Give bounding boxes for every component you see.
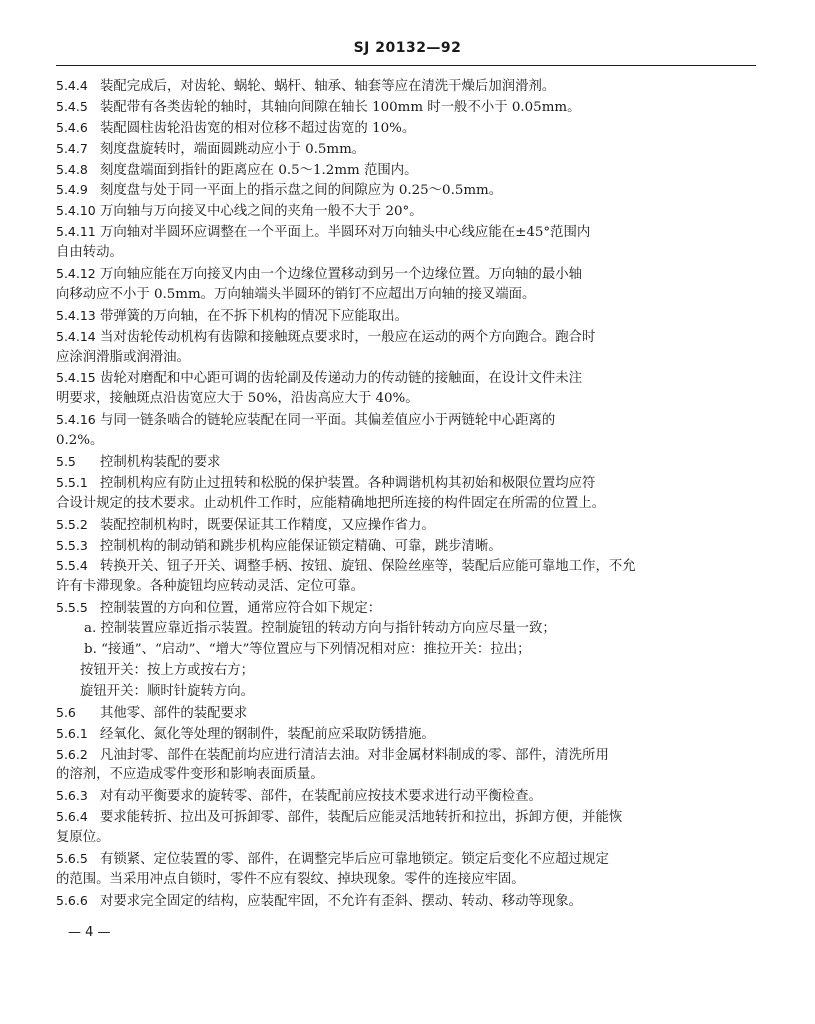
clause-text: 的溶剂，不应造成零件变形和影响表面质量。 (56, 767, 324, 783)
text-line (56, 327, 758, 348)
text-line (56, 765, 758, 786)
text-line (56, 118, 758, 139)
clause-number: 5.4.13 (56, 307, 96, 323)
clause-number: 5.5.3 (56, 537, 88, 553)
clause-text: 自由转动。 (56, 245, 123, 261)
text-line (56, 536, 758, 557)
text-line (56, 306, 758, 327)
text-line (56, 410, 758, 431)
clause-number: 5.4.5 (56, 98, 88, 114)
text-line (56, 368, 758, 389)
text-line (56, 97, 758, 118)
clause-text: 万向轴应能在万向接叉内由一个边缘位置移动到另一个边缘位置。万向轴的最小轴 (100, 267, 583, 283)
clause-number: 5.4.14 (56, 328, 96, 344)
text-line (56, 870, 758, 891)
text-line (56, 389, 758, 410)
text-line (56, 139, 758, 160)
clause-number: 5.4.9 (56, 182, 88, 198)
text-line (56, 452, 758, 473)
text-line (56, 556, 758, 577)
clause-text: 控制装置的方向和位置，通常应符合如下规定： (100, 601, 382, 617)
text-line (56, 348, 758, 369)
clause-text: 经氧化、氮化等处理的钢制件，装配前应采取防锈措施。 (100, 726, 435, 742)
clause-number: 5.6.5 (56, 850, 88, 866)
clause-text: 装配带有各类齿轮的轴时，其轴向间隙在轴长 100mm 时一般不小于 0.05mm。 (100, 99, 581, 115)
clause-text: 刻度盘旋转时，端面圆跳动应小于 0.5mm。 (100, 141, 366, 157)
clause-number: 5.5.4 (56, 558, 88, 574)
clause-number: 5.6.4 (56, 809, 88, 825)
clause-text: b. “接通”、“启动”、“增大”等位置应与下列情况相对应：推拉开关：拉出； (84, 642, 531, 658)
clause-number: 5.5.1 (56, 474, 88, 490)
clause-text: 凡油封零、部件在装配前均应进行清洁去油。对非金属材料制成的零、部件，清洗所用 (100, 747, 609, 763)
text-line (56, 661, 758, 682)
clause-text: 万向轴对半圆环应调整在一个平面上。半圆环对万向轴头中心线应能在±45°范围内 (100, 225, 591, 241)
clause-text: 许有卡滞现象。各种旋钮均应转动灵活、定位可靠。 (56, 579, 364, 595)
clause-number: 5.4.12 (56, 266, 96, 282)
clause-text: 控制机构装配的要求 (100, 455, 221, 471)
clause-text: 0.2%。 (56, 433, 104, 449)
text-line (56, 619, 758, 640)
text-line (56, 431, 758, 452)
clause-number: 5.4.11 (56, 224, 96, 240)
clause-text: 按钮开关：按上方或按右方； (80, 662, 255, 678)
text-line (56, 160, 758, 181)
page-number: — 4 — (68, 925, 111, 940)
clause-text: a. 控制装置应靠近指示装置。控制旋钮的转动方向与指针转动方向应尽量一致； (84, 621, 556, 637)
clause-text: 的范围。当采用冲点自锁时，零件不应有裂纹、掉块现象。零件的连接应牢固。 (56, 871, 525, 887)
clause-text: 其他零、部件的装配要求 (100, 705, 248, 721)
text-line (56, 180, 758, 201)
text-line (56, 76, 758, 97)
text-line (56, 807, 758, 828)
clause-text: 对有动平衡要求的旋转零、部件，在装配前应按技术要求进行动平衡检查。 (100, 789, 542, 805)
text-line (56, 494, 758, 515)
clause-text: 当对齿轮传动机构有齿隙和接触斑点要求时，一般应在运动的两个方向跑合。跑合时 (100, 329, 596, 345)
clause-text: 向移动应不小于 0.5mm。万向轴端头半圆环的销钉不应超出万向轴的接叉端面。 (56, 286, 536, 302)
clause-number: 5.4.4 (56, 78, 88, 93)
text-line (56, 786, 758, 807)
clause-text: 刻度盘与处于同一平面上的指示盘之间的间隙应为 0.25～0.5mm。 (100, 183, 503, 199)
clause-number: 5.4.16 (56, 412, 96, 428)
clause-text: 应涂润滑脂或润滑油。 (56, 349, 190, 365)
clause-text: 刻度盘端面到指针的距离应在 0.5～1.2mm 范围内。 (100, 162, 418, 178)
text-line (56, 201, 758, 222)
clause-text: 合设计规定的技术要求。止动机件工作时，应能精确地把所连接的构件固定在所需的位置上。 (56, 495, 606, 511)
document-code-header: SJ 20132—92 (353, 40, 462, 56)
clause-text: 复原位。 (56, 830, 110, 846)
clause-text: 装配控制机构时，既要保证其工作精度，又应操作省力。 (100, 517, 435, 533)
clause-text: 有锁紧、定位装置的零、部件，在调整完毕后应可靠地锁定。锁定后变化不应超过规定 (100, 851, 609, 867)
clause-number: 5.4.10 (56, 203, 96, 219)
text-line (56, 640, 758, 661)
text-line (56, 222, 758, 243)
document-body (56, 76, 758, 912)
clause-text: 转换开关、钮子开关、调整手柄、按钮、旋钮、保险丝座等，装配后应能可靠地工作，不允 (100, 559, 636, 575)
text-line (56, 473, 758, 494)
text-line (56, 577, 758, 598)
text-line (56, 243, 758, 264)
text-line (56, 515, 758, 536)
clause-text: 齿轮对磨配和中心距可调的齿轮副及传递动力的传动链的接触面，在设计文件未注 (100, 371, 583, 387)
clause-text: 旋钮开关：顺时针旋转方向。 (80, 683, 255, 699)
clause-number: 5.4.8 (56, 161, 88, 177)
clause-text: 明要求，接触斑点沿齿宽应大于 50%，沿齿高应大于 40%。 (56, 391, 419, 407)
clause-text: 装配完成后，对齿轮、蜗轮、蜗杆、轴承、轴套等应在清洗干燥后加润滑剂。 (100, 79, 556, 94)
clause-number: 5.5.2 (56, 516, 88, 532)
text-line (56, 682, 758, 703)
text-line (56, 264, 758, 285)
text-line (56, 598, 758, 619)
clause-number: 5.6.3 (56, 788, 88, 804)
clause-number: 5.6.2 (56, 746, 88, 762)
text-line (56, 724, 758, 745)
clause-number: 5.5.5 (56, 600, 88, 616)
clause-number: 5.5 (56, 454, 76, 470)
clause-number: 5.4.6 (56, 119, 88, 135)
clause-text: 控制机构应有防止过扭转和松脱的保护装置。各种调谐机构其初始和极限位置均应符 (100, 475, 596, 491)
clause-text: 与同一链条啮合的链轮应装配在同一平面。其偏差值应小于两链轮中心距离的 (100, 413, 556, 429)
text-line (56, 891, 758, 912)
clause-number: 5.6.6 (56, 892, 88, 908)
clause-text: 带弹簧的万向轴，在不拆下机构的情况下应能取出。 (100, 308, 408, 324)
clause-number: 5.6.1 (56, 725, 88, 741)
text-line (56, 849, 758, 870)
clause-text: 控制机构的制动销和跳步机构应能保证锁定精确、可靠，跳步清晰。 (100, 538, 502, 554)
clause-text: 万向轴与万向接叉中心线之间的夹角一般不大于 20°。 (100, 204, 423, 220)
text-line (56, 828, 758, 849)
header-rule (56, 65, 756, 66)
clause-number: 5.4.7 (56, 140, 88, 156)
clause-text: 装配圆柱齿轮沿齿宽的相对位移不超过齿宽的 10%。 (100, 120, 416, 136)
clause-number: 5.6 (56, 704, 76, 720)
text-line (56, 745, 758, 766)
clause-number: 5.4.15 (56, 370, 96, 386)
clause-text: 对要求完全固定的结构，应装配牢固，不允许有歪斜、摆动、转动、移动等现象。 (100, 893, 583, 909)
text-line (56, 285, 758, 306)
text-line (56, 703, 758, 724)
clause-text: 要求能转折、拉出及可拆卸零、部件，装配后应能灵活地转折和拉出，拆卸方便，并能恢 (100, 810, 623, 826)
